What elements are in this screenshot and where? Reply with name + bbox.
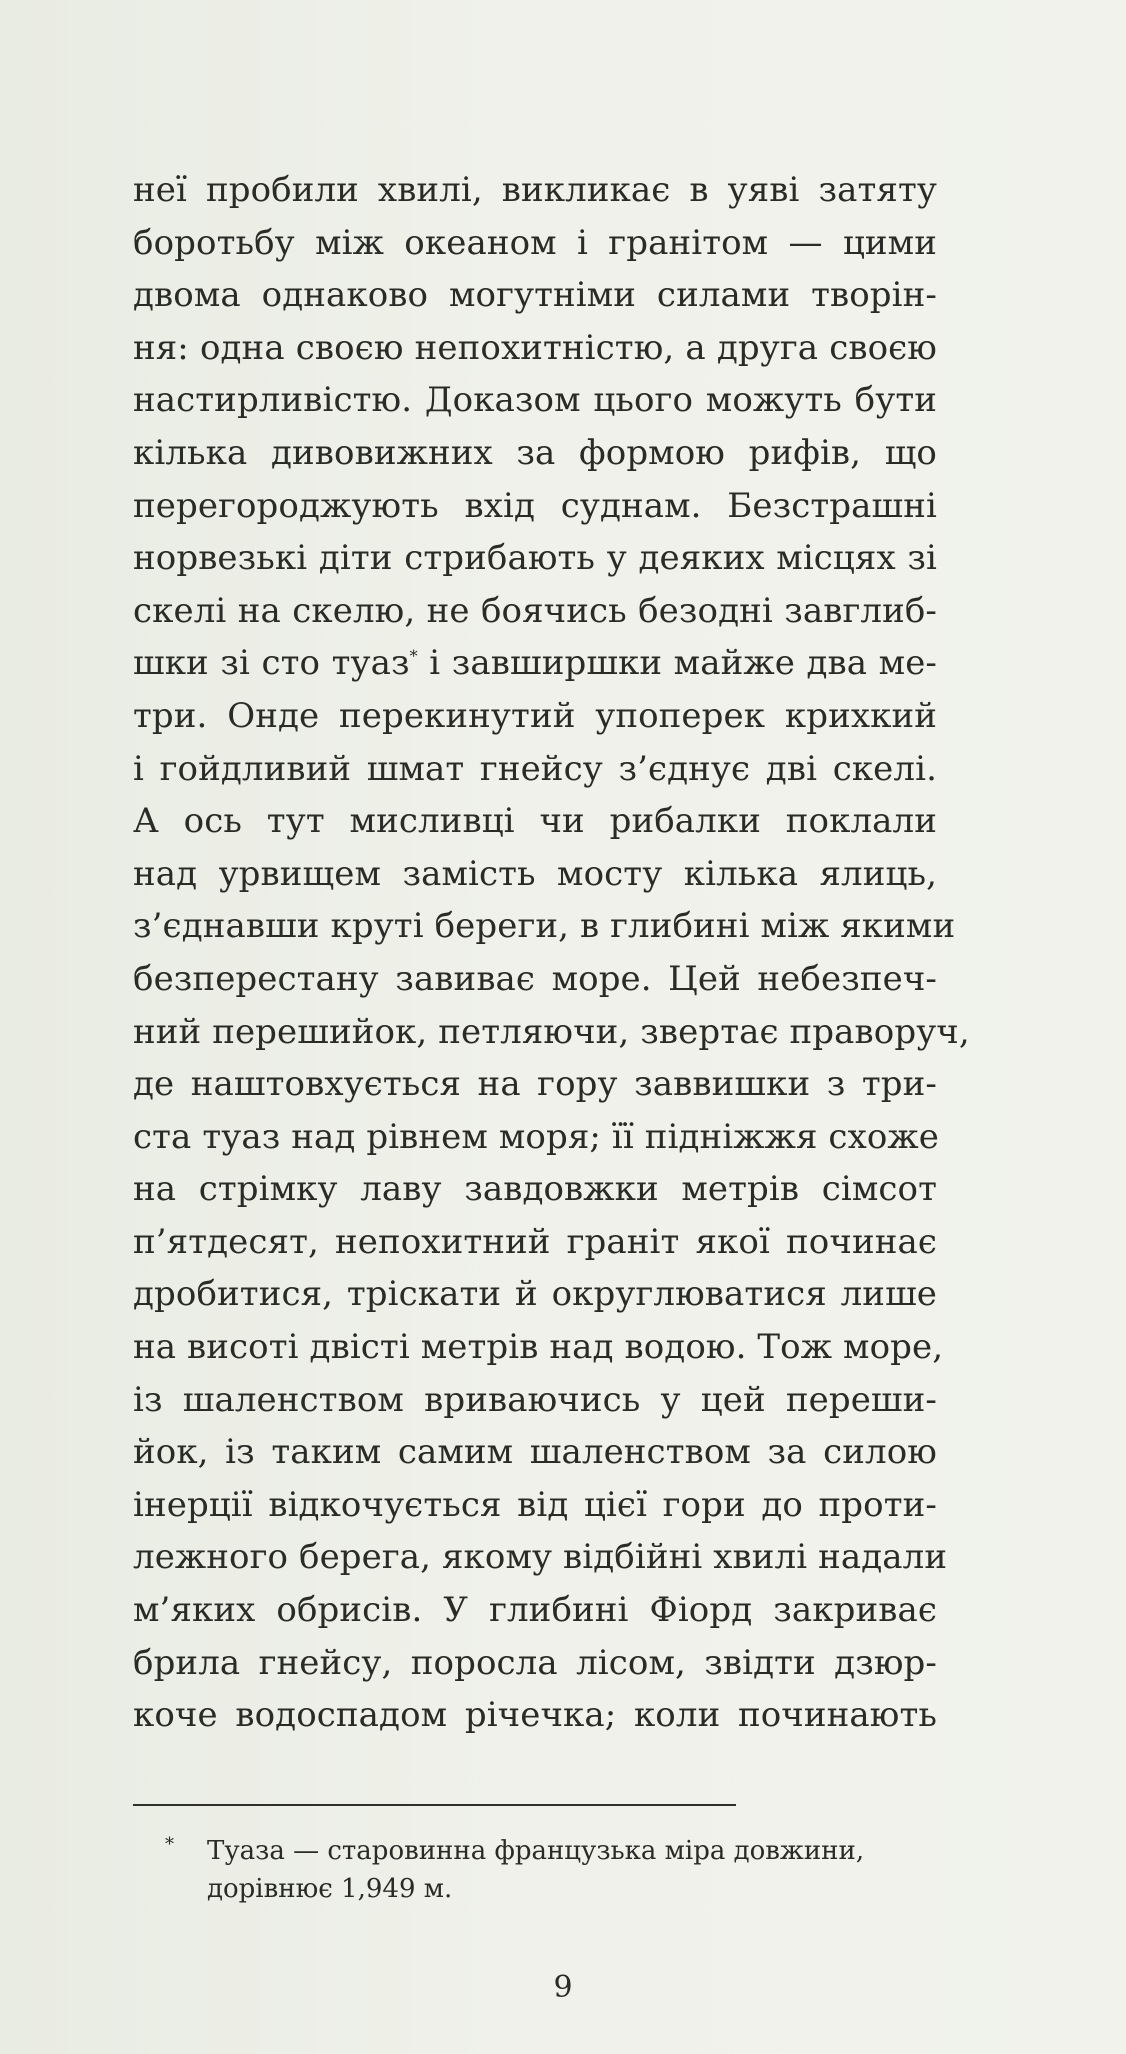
text-line: двома однаково могутніми силами творін- (133, 275, 937, 316)
text-line: на стрімку лаву завдовжки метрів сімсот (133, 1169, 937, 1210)
text-line: ста туаз над рівнем моря; її підніжжя схоже (133, 1116, 940, 1157)
main-text (133, 164, 970, 1742)
text-line: ний перешийок, петляючи, звертає праворуч, (133, 1011, 970, 1052)
text-line: безперестану завиває море. Цей небезпеч- (133, 958, 937, 999)
text-line: і гойдливий шмат гнейсу з’єднує дві скелі. (133, 748, 937, 789)
text-line: перегороджують вхід суднам. Безстрашні (133, 485, 937, 526)
text-line: на висоті двісті метрів над водою. Тож море, (133, 1327, 944, 1368)
text-line: ня: одна своєю непохитністю, а друга своєю (133, 327, 937, 368)
footnote-mark: * (165, 1834, 174, 1855)
footnote-reference: * (409, 647, 418, 667)
text-line-with-footnote-ref (133, 637, 937, 690)
text-line: з’єднавши круті береги, в глибині між якими (133, 906, 956, 947)
text-segment: шки зі сто туаз (133, 643, 410, 684)
text-line: брила гнейсу, поросла лісом, звідти дзюр- (133, 1642, 937, 1683)
text-line: лежного берега, якому відбійні хвилі надали (133, 1537, 948, 1578)
text-line: кілька дивовижних за формою рифів, що (133, 432, 937, 473)
text-line: дробитися, тріскати й округлюватися лише (133, 1274, 937, 1315)
page-number: 9 (553, 1970, 573, 2005)
text-line: неї пробили хвилі, викликає в уяві затяту (133, 170, 937, 210)
footnote-divider (133, 1804, 736, 1806)
text-line: м’яких обрисів. У глибині Фіорд закриває (133, 1590, 937, 1631)
text-line: інерції відкочується від цієї гори до проти- (133, 1484, 937, 1525)
footnote-line: Туаза — старовинна французька міра довжини, (207, 1836, 865, 1866)
text-line: настирливістю. Доказом цього можуть бути (133, 380, 937, 421)
text-segment: і завширшки майже два ме- (417, 643, 937, 684)
text-line: із шаленством вриваючись у цей переши- (133, 1379, 937, 1420)
text-line: А ось тут мисливці чи рибалки поклали (133, 801, 937, 842)
text-line: скелі на скелю, не боячись безодні завглиб- (133, 590, 937, 631)
text-line: боротьбу між океаном і гранітом — цими (133, 222, 937, 263)
footnote (133, 1832, 937, 1908)
text-line: де наштовхується на гору заввишки з три- (133, 1064, 937, 1105)
text-line: п’ятдесят, непохитний граніт якої починає (133, 1221, 937, 1262)
text-line: над урвищем замість мосту кілька ялиць, (133, 853, 937, 894)
footnote-text (207, 1832, 937, 1908)
text-line: норвезькі діти стрибають у деяких місцях зі (133, 538, 937, 579)
text-line: йок, із таким самим шаленством за силою (133, 1432, 937, 1473)
footnote-line: дорівнює 1,949 м. (207, 1874, 453, 1904)
text-line: коче водоспадом річечка; коли починають (133, 1695, 937, 1736)
text-line: три. Онде перекинутий упоперек крихкий (133, 695, 937, 736)
